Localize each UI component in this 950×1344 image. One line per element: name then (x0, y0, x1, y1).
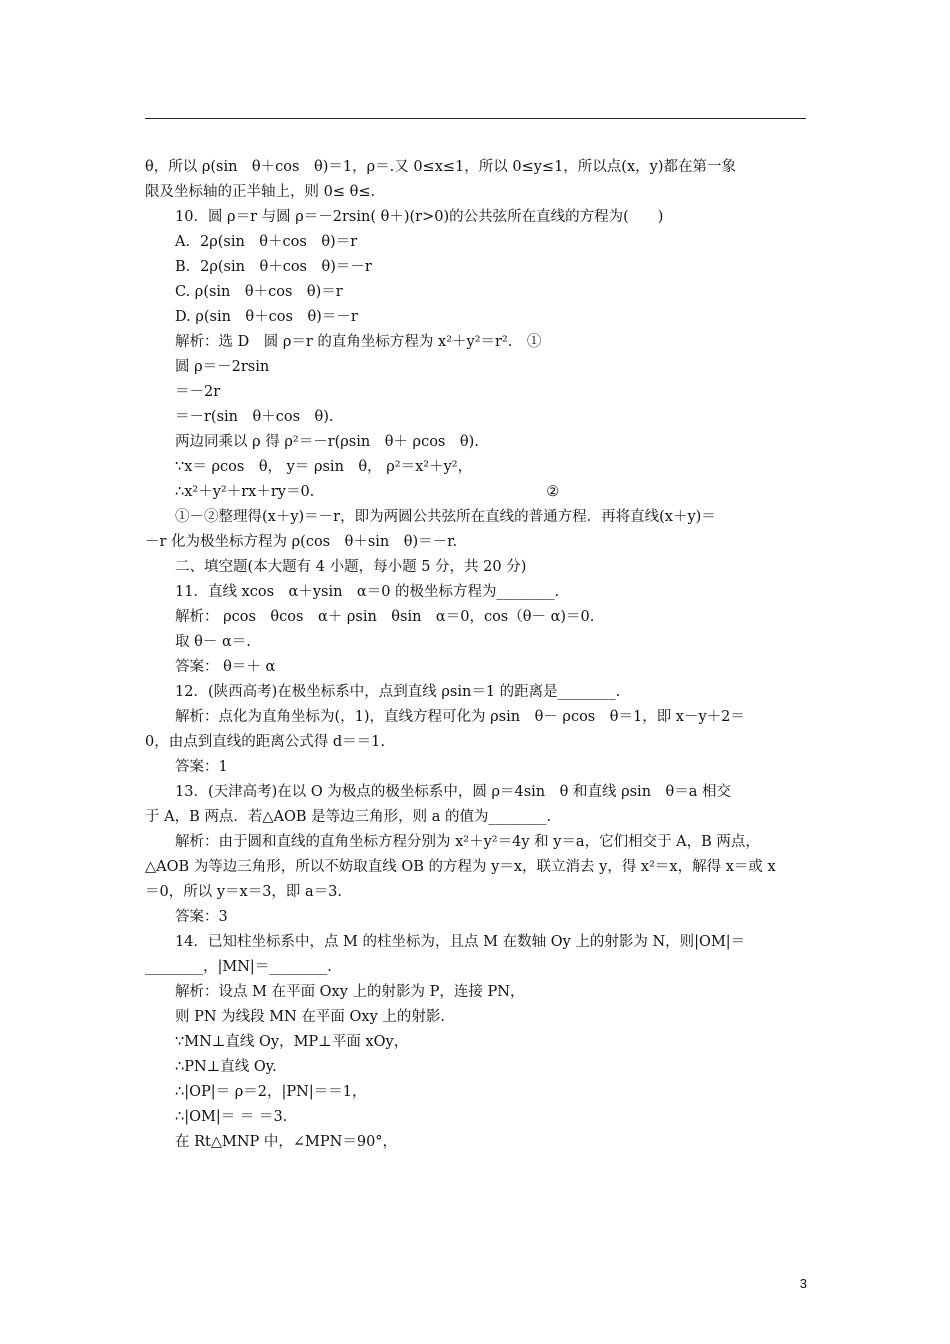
body-text (145, 155, 807, 1155)
text-line: B．2ρ(sin θ＋cos θ)＝－r (175, 259, 372, 275)
text-line: ∴PN⊥直线 Oy. (175, 1059, 277, 1075)
text-line: 13．(天津高考)在以 O 为极点的极坐标系中，圆 ρ＝4sin θ 和直线 ρsin θ＝a 相交 (175, 784, 732, 800)
text-line: ∴x²＋y²＋rx＋ry＝0. ② (175, 484, 560, 500)
text-line: A．2ρ(sin θ＋cos θ)＝r (175, 234, 358, 250)
text-line: 解析：点化为直角坐标为(，1)，直线方程可化为 ρsin θ－ ρcos θ＝1，即 x－y＋2＝ (175, 709, 745, 725)
text-line: 解析：由于圆和直线的直角坐标方程分别为 x²＋y²＝4y 和 y＝a，它们相交于 A，B 两点， (175, 834, 760, 850)
header-rule (145, 118, 806, 119)
text-line: 两边同乘以 ρ 得 ρ²＝－r(ρsin θ＋ ρcos θ). (175, 434, 479, 450)
text-line: ∵MN⊥直线 Oy，MP⊥平面 xOy， (175, 1034, 409, 1050)
text-line: 限及坐标轴的正半轴上，则 0≤ θ≤. (145, 184, 376, 200)
text-line: C. ρ(sin θ＋cos θ)＝r (175, 284, 343, 300)
text-line: D. ρ(sin θ＋cos θ)＝－r (175, 309, 358, 325)
text-line: 12．(陕西高考)在极坐标系中，点到直线 ρsin＝1 的距离是________. (175, 684, 621, 700)
text-line: 答案： θ＝＋ α (175, 659, 276, 675)
text-line: 取 θ－ α＝. (175, 634, 251, 650)
text-line: 14．已知柱坐标系中，点 M 的柱坐标为，且点 M 在数轴 Oy 上的射影为 N，则|OM|＝ (175, 934, 746, 950)
text-line: ∵x＝ ρcos θ， y＝ ρsin θ， ρ²＝x²＋y²， (175, 459, 473, 475)
text-line: －r 化为极坐标方程为 ρ(cos θ＋sin θ)＝－r. (145, 534, 458, 550)
text-line: ＝－2r (175, 384, 221, 400)
text-line: 11．直线 xcos α＋ysin α＝0 的极坐标方程为________. (175, 584, 560, 600)
text-line: ∴|OM|＝ ＝ ＝3. (175, 1109, 288, 1125)
text-line: 答案：1 (175, 759, 228, 775)
text-line: 在 Rt△MNP 中，∠MPN＝90°， (175, 1134, 398, 1150)
text-line: △AOB 为等边三角形，所以不妨取直线 OB 的方程为 y＝x，联立消去 y，得 x²＝x，解得 x＝或 x (145, 859, 776, 875)
text-line: 10．圆 ρ＝r 与圆 ρ＝－2rsin( θ＋)(r>0)的公共弦所在直线的方程为( ) (175, 209, 664, 225)
text-line: ①－②整理得(x＋y)＝－r，即为两圆公共弦所在直线的普通方程．再将直线(x＋y)＝ (175, 509, 716, 525)
text-line: ＝0，所以 y＝x＝3，即 a＝3. (145, 884, 343, 900)
text-line: 则 PN 为线段 MN 在平面 Oxy 上的射影. (175, 1009, 445, 1025)
text-line: 于 A，B 两点．若△AOB 是等边三角形，则 a 的值为________. (145, 809, 552, 825)
text-line: 0，由点到直线的距离公式得 d＝＝1. (145, 734, 385, 750)
text-line: 圆 ρ＝－2rsin (175, 359, 270, 375)
text-line: 解析：选 D 圆 ρ＝r 的直角坐标方程为 x²＋y²＝r². ① (175, 334, 542, 350)
text-line: ＝－r(sin θ＋cos θ). (175, 409, 334, 425)
text-line: θ，所以 ρ(sin θ＋cos θ)＝1，ρ＝.又 0≤x≤1，所以 0≤y≤1，所以点(x，y)都在第一象 (145, 159, 736, 175)
text-line: 解析： ρcos θcos α＋ ρsin θsin α＝0，cos（θ－ α)＝0. (175, 609, 595, 625)
page-number: 3 (799, 1276, 807, 1291)
text-line: 解析：设点 M 在平面 Oxy 上的射影为 P，连接 PN， (175, 984, 525, 1000)
text-line: ________，|MN|＝________. (145, 959, 332, 975)
text-line: 答案：3 (175, 909, 228, 925)
text-line: 二、填空题(本大题有 4 小题，每小题 5 分，共 20 分) (175, 559, 527, 575)
text-line: ∴|OP|＝ ρ＝2，|PN|＝＝1， (175, 1084, 367, 1100)
